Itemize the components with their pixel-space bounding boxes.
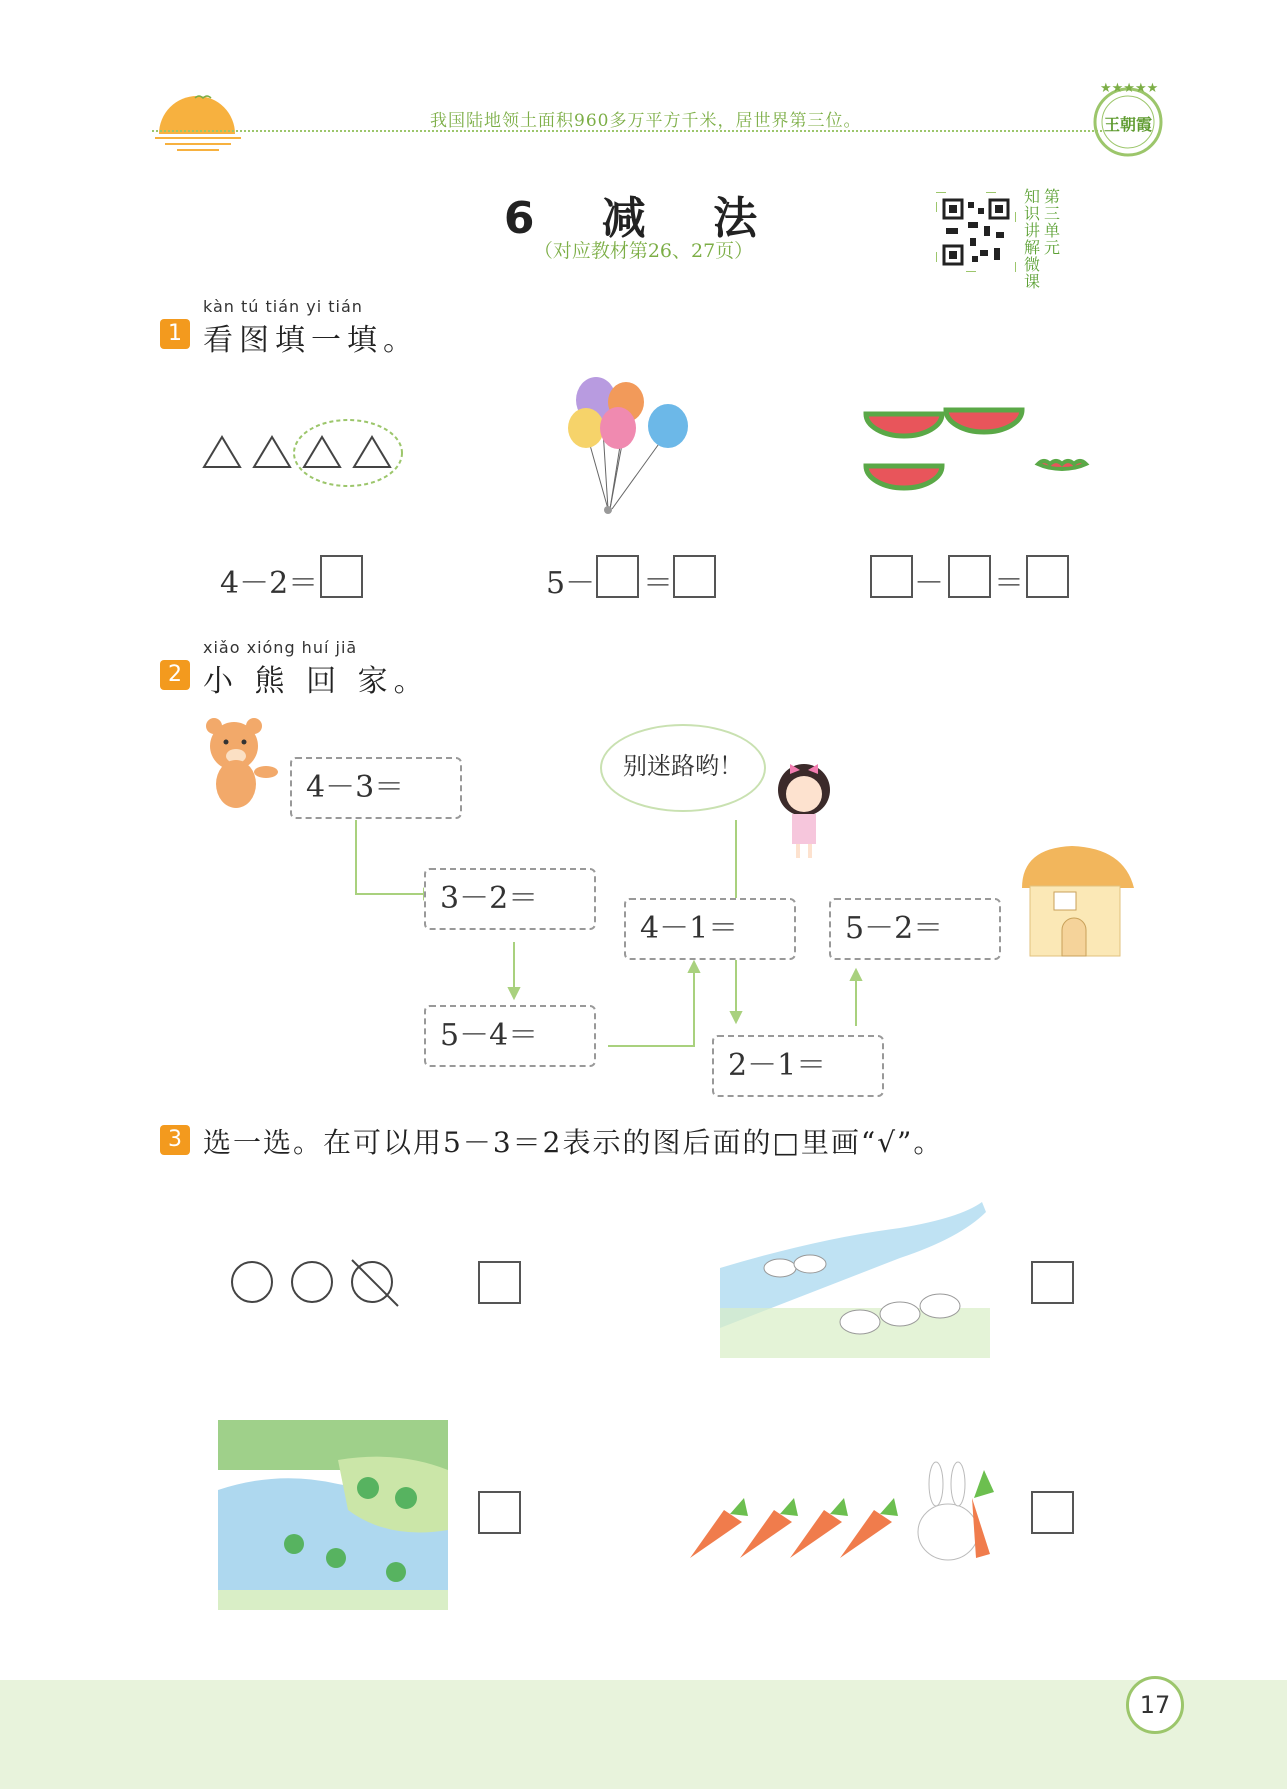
section2-pinyin: xiǎo xióng huí jiā — [203, 638, 358, 657]
path-eq-6[interactable]: 5－2＝ — [829, 898, 1001, 960]
carrots-rabbit-illustration — [690, 1458, 1020, 1572]
path-eq-2[interactable]: 3－2＝ — [424, 868, 596, 930]
eq2-text-b: ＝ — [643, 566, 673, 601]
choice-box-3[interactable] — [478, 1491, 521, 1534]
geese-illustration — [720, 1198, 990, 1362]
eq3-box-2[interactable] — [948, 555, 991, 598]
path-eq-4[interactable]: 4－1＝ — [624, 898, 796, 960]
eq1-text: 4－2＝ — [220, 566, 319, 601]
frogs-illustration — [218, 1420, 448, 1614]
eq3-text-a: － — [914, 566, 944, 601]
sun-icon — [155, 92, 245, 156]
section3-heading: 选一选。在可以用5－3＝2表示的图后面的□里画“√”。 — [203, 1126, 944, 1159]
page-subtitle: （对应教材第26、27页） — [533, 240, 754, 262]
qr-caption-1: 知识讲解微课 — [1024, 187, 1041, 291]
eq2-box-1[interactable] — [596, 555, 639, 598]
eq2-box-2[interactable] — [673, 555, 716, 598]
eq1-answer-box[interactable] — [320, 555, 363, 598]
section2-heading: 小 熊 回 家。 — [203, 664, 430, 699]
choice-box-2[interactable] — [1031, 1261, 1074, 1304]
choice-box-1[interactable] — [478, 1261, 521, 1304]
path-eq-5[interactable]: 2－1＝ — [712, 1035, 884, 1097]
eq3-box-3[interactable] — [1026, 555, 1069, 598]
house-illustration — [1012, 838, 1137, 967]
section2-number: 2 — [160, 660, 190, 690]
path-eq-1[interactable]: 4－3＝ — [290, 757, 462, 819]
section1-number: 1 — [160, 319, 190, 349]
path-eq-3[interactable]: 5－4＝ — [424, 1005, 596, 1067]
watermelon-illustration — [862, 404, 1122, 508]
svg-text:★★★★★: ★★★★★ — [1100, 81, 1159, 96]
section1-heading: 看图填一填。 — [203, 323, 419, 358]
triangles-illustration — [200, 415, 410, 499]
speech-bubble: 别迷路哟！ — [600, 724, 766, 812]
page-title: 6 减 法 — [503, 193, 784, 244]
eq3-text-b: ＝ — [994, 566, 1024, 601]
section1-pinyin: kàn tú tián yi tián — [203, 297, 363, 316]
balloons-illustration — [562, 374, 702, 533]
eq3-box-1[interactable] — [870, 555, 913, 598]
bear-illustration — [200, 716, 280, 820]
path-arrows — [340, 820, 880, 1064]
eq2-text-a: 5－ — [546, 566, 596, 601]
section3-number: 3 — [160, 1125, 190, 1155]
qr-caption-2: 第三单元 — [1044, 187, 1061, 257]
circles-illustration — [228, 1258, 408, 1320]
page-number: 17 — [1126, 1676, 1184, 1734]
qr-code[interactable] — [936, 192, 1016, 272]
choice-box-4[interactable] — [1031, 1491, 1074, 1534]
footer-band — [0, 1680, 1287, 1789]
brand-name: 王朝霞 — [1104, 115, 1153, 134]
header-slogan: 我国陆地领土面积960多万平方千米，居世界第三位。 — [430, 111, 862, 131]
